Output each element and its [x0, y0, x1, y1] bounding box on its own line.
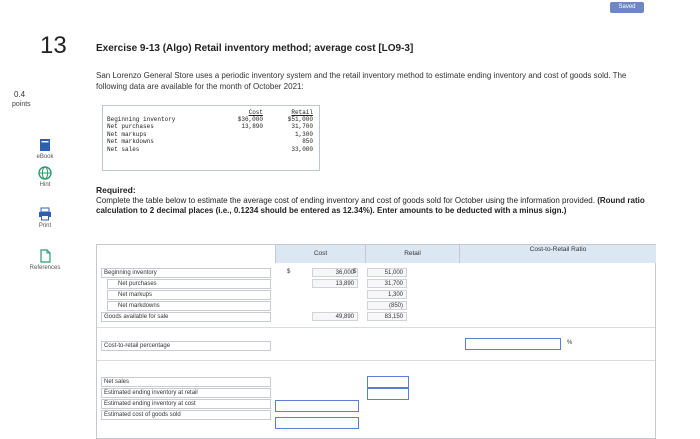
answer-table — [96, 244, 656, 439]
given-row — [103, 146, 319, 153]
row-divider — [97, 327, 655, 328]
sidebar-item-references[interactable] — [0, 249, 90, 271]
answer-row-label: Net markups — [107, 290, 271, 300]
given-row — [103, 131, 319, 138]
sidebar-item-print[interactable] — [0, 207, 90, 229]
answer-row-label: Cost-to-retail percentage — [101, 341, 271, 351]
answer-row-label: Net markdowns — [107, 301, 271, 311]
given-row-label: Net purchases — [107, 123, 154, 131]
percent-symbol: % — [567, 340, 573, 346]
saved-badge: Saved — [610, 2, 644, 13]
given-data-table — [102, 105, 320, 171]
given-row-retail: $51,000 — [287, 116, 313, 123]
retail-cell: (850) — [367, 301, 407, 310]
sidebar-item-ebook[interactable] — [0, 138, 90, 160]
cost-cell: 13,890 — [312, 279, 358, 288]
points-value: 0.4 — [14, 90, 26, 99]
document-icon — [38, 249, 52, 263]
required-rounding-note: (Round ratio calculation to 2 decimal places (i.e., 0.1234 should be entered as 12.34%). Enter amounts to be deducted with a minus sign.) — [96, 196, 645, 215]
retail-cell: 31,700 — [367, 279, 407, 288]
ratio-input[interactable] — [465, 338, 561, 350]
points-label: points — [12, 101, 31, 108]
question-number: 13 — [40, 32, 67, 59]
given-row-cost: $36,000 — [237, 116, 263, 123]
exercise-intro: San Lorenzo General Store uses a periodic inventory system and the retail inventory method to estimate ending inventory and cost of goods sold. The following data are available for the month of October 2021: — [96, 71, 627, 91]
cost-cell: 36,000 — [312, 268, 358, 277]
globe-icon — [38, 166, 52, 180]
ending-inventory-cost-input[interactable] — [275, 400, 359, 412]
currency-symbol: $ — [353, 269, 357, 275]
given-cost-header: Cost — [248, 109, 263, 116]
required-instructions: Complete the table below to estimate the average cost of ending inventory and cost of goods sold for October using the information provided. — [96, 196, 595, 205]
required-text — [96, 196, 656, 216]
answer-row-label: Estimated cost of goods sold — [101, 410, 271, 420]
answer-row-label: Estimated ending inventory at cost — [101, 399, 271, 409]
given-row-label: Net markdowns — [107, 138, 154, 146]
given-row-cost: 13,890 — [241, 123, 263, 131]
cost-of-goods-sold-input[interactable] — [275, 417, 359, 429]
ending-inventory-retail-input[interactable] — [367, 388, 409, 400]
retail-cell: 1,300 — [367, 290, 407, 299]
given-row-label: Beginning inventory — [107, 116, 176, 123]
given-row-cost — [219, 146, 263, 153]
retail-cell: 83,150 — [367, 312, 407, 321]
answer-ratio-header: Cost-to-Retail Ratio — [459, 245, 656, 263]
given-row-retail: 33,000 — [291, 145, 313, 153]
answer-row-label: Estimated ending inventory at retail — [101, 388, 271, 398]
answer-row-label: Net sales — [101, 377, 271, 387]
book-icon — [38, 138, 52, 152]
sidebar-item-hint[interactable] — [0, 166, 90, 188]
given-row-retail: 1,300 — [294, 130, 313, 138]
sidebar-item-label: Hint — [39, 182, 51, 188]
printer-icon — [38, 207, 52, 221]
sidebar-item-label: eBook — [36, 154, 54, 160]
given-row — [103, 116, 319, 123]
required-heading: Required: — [96, 185, 136, 195]
answer-cost-header: Cost — [275, 245, 365, 263]
answer-row-label: Beginning inventory — [101, 268, 271, 278]
sidebar-item-label: References — [29, 265, 61, 271]
given-row-retail: 850 — [302, 138, 313, 146]
given-row-label: Net markups — [107, 130, 147, 138]
row-divider — [97, 360, 655, 361]
answer-retail-header: Retail — [365, 245, 459, 263]
given-retail-header: Retail — [291, 109, 313, 116]
given-row-label: Net sales — [107, 145, 140, 153]
given-row-cost — [219, 131, 263, 138]
currency-symbol: $ — [287, 269, 291, 275]
given-row-cost — [219, 138, 263, 145]
cost-cell: 49,890 — [312, 312, 358, 321]
exercise-title: Exercise 9-13 (Algo) Retail inventory method; average cost [LO9-3] — [96, 43, 414, 54]
given-row — [103, 138, 319, 145]
net-sales-retail-input[interactable] — [367, 376, 409, 388]
retail-cell: 51,000 — [367, 268, 407, 277]
given-row — [103, 123, 319, 130]
answer-row-label: Net purchases — [107, 279, 271, 289]
sidebar-item-label: Print — [38, 223, 52, 229]
given-row-retail: 31,700 — [291, 123, 313, 131]
answer-row-label: Goods available for sale — [101, 312, 271, 322]
